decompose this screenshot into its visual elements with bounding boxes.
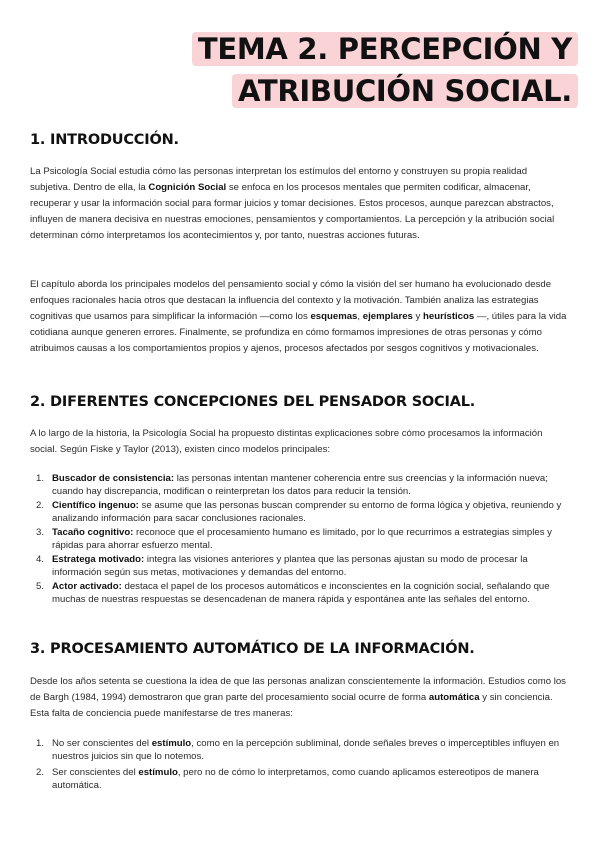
text-run: se enfoca en los procesos mentales que permiten codificar, almacenar, recuperar y usar la información social para formar juicios y tomar decisiones. Estos procesos, aunque parezcan abstractos, influyen de manera decisiva en nuestras emociones, pensamientos y comportamientos. La percepción y la atribución social determinan cómo interpretamos los acontecimientos y, por tanto, nuestras acciones futuras. <box>30 182 555 241</box>
list-number: 3. <box>36 527 45 538</box>
section-3-heading: 3. PROCESAMIENTO AUTOMÁTICO DE LA INFORMACIÓN. <box>30 641 475 657</box>
list-term: estímulo <box>151 738 192 749</box>
bold-term: ejemplares <box>362 311 413 322</box>
list-number: 2. <box>36 767 45 778</box>
list-text: reconoce que el procesamiento humano es limitado, por lo que recurrimos a estrategias simples y rápidas para ahorrar esfuerzo mental. <box>52 527 552 551</box>
section-1-paragraph-2 <box>30 277 570 357</box>
list-item <box>30 737 570 763</box>
section-2-heading: 2. DIFERENTES CONCEPCIONES DEL PENSADOR SOCIAL. <box>30 394 476 410</box>
title-line-1: TEMA 2. PERCEPCIÓN Y <box>192 32 578 66</box>
bold-term: heurísticos <box>423 311 475 322</box>
list-text: destaca el papel de los procesos automáticos e inconscientes en la cognición social, señalando que muchas de nuestras respuestas se desencadenan de manera rápida y espontánea ante las señales del entorno. <box>52 581 550 605</box>
list-text: , pero no de cómo lo interpretamos, como cuando aplicamos estereotipos de manera automática. <box>52 767 539 791</box>
title-line-2: ATRIBUCIÓN SOCIAL. <box>232 74 578 108</box>
bold-term: Cognición Social <box>148 182 227 193</box>
list-term: Buscador de consistencia: <box>52 473 175 484</box>
list-item <box>30 766 570 792</box>
text-run: y sin conciencia. Esta falta de conciencia puede manifestarse de tres maneras: <box>30 692 553 719</box>
list-text: Ser conscientes del <box>52 767 139 778</box>
list-number: 4. <box>36 554 45 565</box>
list-text: No ser conscientes del <box>52 738 152 749</box>
list-text: las personas intentan mantener coherencia entre sus creencias y la información nueva; cuando hay discrepancia, modifican o reinterpretan los datos para reducir la tensión. <box>52 473 548 497</box>
list-number: 1. <box>36 473 45 484</box>
text-run: y <box>412 311 424 322</box>
list-text: se asume que las personas buscan comprender su entorno de forma lógica y objetiva, reuniendo y analizando información para sacar conclusiones racionales. <box>52 500 562 524</box>
list-item <box>30 500 570 525</box>
list-term: Científico ingenuo: <box>52 500 139 511</box>
section-1-heading: 1. INTRODUCCIÓN. <box>30 132 179 148</box>
section-3-list <box>30 737 570 795</box>
list-number: 5. <box>36 581 45 592</box>
text-run: El capítulo aborda los principales modelos del pensamiento social y cómo la visión del ser humano ha evolucionado desde enfoques racionales hacia otros que destacan la influencia del contexto y la motivación. También analiza las estrategias cognitivas que usamos para simplificar la información —como los <box>30 279 552 322</box>
list-item <box>30 473 570 498</box>
bold-term: esquemas <box>310 311 358 322</box>
list-text: , como en la percepción subliminal, donde señales breves o imperceptibles influyen en nuestros juicios sin que lo notemos. <box>52 738 560 762</box>
list-term: Estratega motivado: <box>52 554 145 565</box>
list-item <box>30 581 570 606</box>
section-3-intro <box>30 674 570 722</box>
text-run: , <box>357 311 363 322</box>
list-text: integra las visiones anteriores y plantea que las personas ajustan su modo de procesar la información según sus metas, motivaciones y demandas del entorno. <box>52 554 528 578</box>
list-term: Actor activado: <box>52 581 122 592</box>
list-term: Tacaño cognitivo: <box>52 527 134 538</box>
list-number: 2. <box>36 500 45 511</box>
text-run: La Psicología Social estudia cómo las personas interpretan los estímulos del entorno y construyen su propia realidad subjetiva. Dentro de ella, la <box>30 166 528 193</box>
list-number: 1. <box>36 738 45 749</box>
text-run: —, útiles para la vida cotidiana aunque generen errores. Finalmente, se profundiza en cómo formamos impresiones de otras personas y cómo atribuimos causas a los comportamientos propios y ajenos, procesos afectados por sesgos cognitivos y motivacionales. <box>30 311 567 354</box>
section-2-intro: A lo largo de la historia, la Psicología Social ha propuesto distintas explicaciones sobre cómo procesamos la información social. Según Fiske y Taylor (2013), existen cinco modelos principales: <box>30 428 543 455</box>
document-title <box>192 32 578 116</box>
list-term: estímulo <box>138 767 178 778</box>
section-1-paragraph-1 <box>30 164 570 244</box>
list-item <box>30 527 570 552</box>
bold-term: automática <box>428 692 480 703</box>
text-run: Desde los años setenta se cuestiona la idea de que las personas analizan conscientemente la información. Estudios como los de Bargh (1984, 1994) demostraron que gran parte del procesamiento social ocurre de forma <box>30 676 566 703</box>
list-item <box>30 554 570 579</box>
section-2-list <box>30 473 570 608</box>
